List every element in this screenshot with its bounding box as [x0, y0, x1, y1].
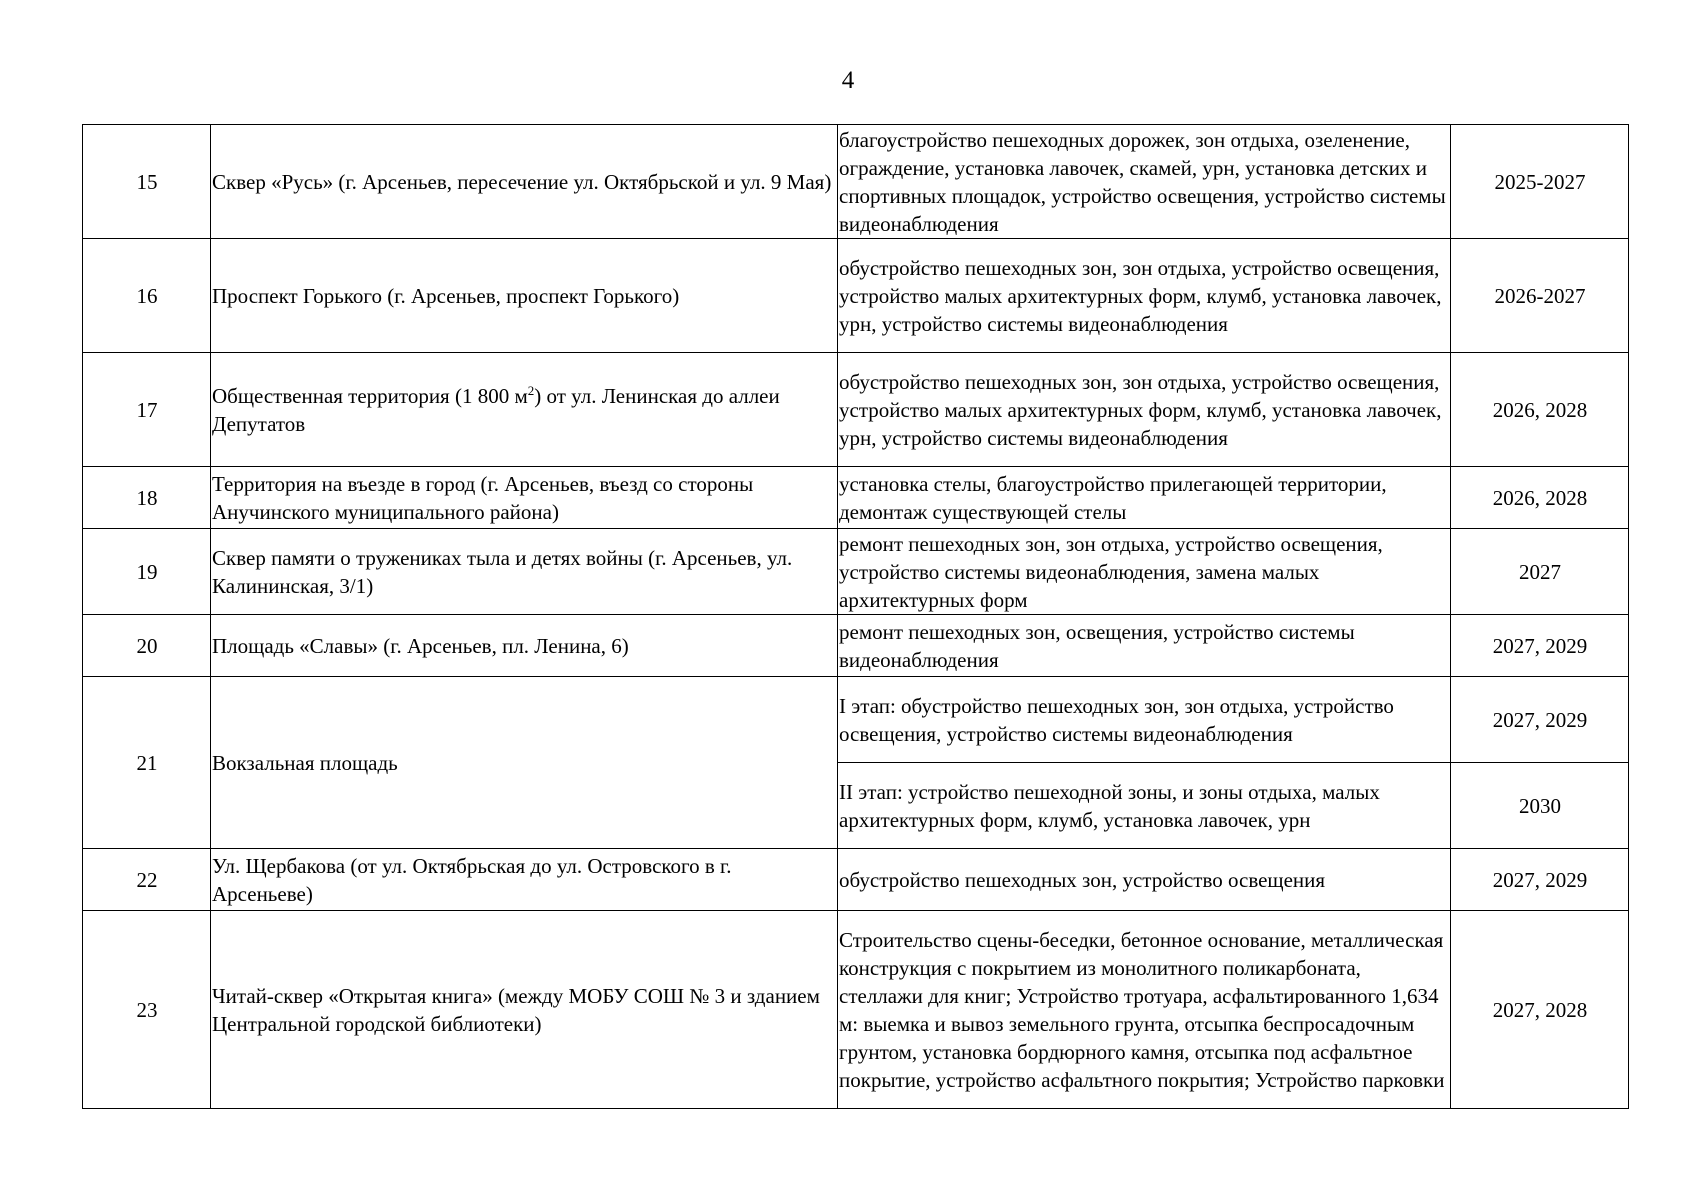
territory-name: Сквер памяти о тружениках тыла и детях войны (г. Арсеньев, ул. Калининская, 3/1): [211, 529, 838, 615]
works-description: II этап: устройство пешеходной зоны, и зоны отдыха, малых архитектурных форм, клумб, установка лавочек, урн: [838, 763, 1451, 849]
row-number: 22: [83, 849, 211, 911]
row-number: 15: [83, 125, 211, 239]
territory-name: Сквер «Русь» (г. Арсеньев, пересечение ул. Октябрьской и ул. 9 Мая): [211, 125, 838, 239]
territory-name-text: Общественная территория (1 800 м: [212, 383, 528, 408]
territory-name: Территория на въезде в город (г. Арсеньев, въезд со стороны Анучинского муниципального района): [211, 467, 838, 529]
works-description: ремонт пешеходных зон, освещения, устройство системы видеонаблюдения: [838, 615, 1451, 677]
implementation-period: 2025-2027: [1451, 125, 1629, 239]
works-description: обустройство пешеходных зон, устройство освещения: [838, 849, 1451, 911]
territory-name: Ул. Щербакова (от ул. Октябрьская до ул. Островского в г. Арсеньеве): [211, 849, 838, 911]
territory-name: [211, 353, 838, 467]
territory-name: Вокзальная площадь: [211, 677, 838, 849]
page-number: 4: [841, 67, 855, 94]
works-description: обустройство пешеходных зон, зон отдыха, устройство освещения, устройство малых архитектурных форм, клумб, установка лавочек, урн, устройство системы видеонаблюдения: [838, 239, 1451, 353]
table-row: [83, 125, 1629, 239]
works-description: установка стелы, благоустройство прилегающей территории, демонтаж существующей стелы: [838, 467, 1451, 529]
works-description: ремонт пешеходных зон, зон отдыха, устройство освещения, устройство системы видеонаблюдения, замена малых архитектурных форм: [838, 529, 1451, 615]
row-number: 17: [83, 353, 211, 467]
implementation-period: 2027, 2028: [1451, 911, 1629, 1109]
area-unit-superscript: 2: [527, 382, 535, 398]
implementation-period: 2027, 2029: [1451, 677, 1629, 763]
implementation-period: 2026-2027: [1451, 239, 1629, 353]
territory-name: Читай-сквер «Открытая книга» (между МОБУ СОШ № 3 и зданием Центральной городской библиотеки): [211, 911, 838, 1109]
row-number: 16: [83, 239, 211, 353]
works-description: Строительство сцены-беседки, бетонное основание, металлическая конструкция с покрытием из монолитного поликарбоната, стеллажи для книг; Устройство тротуара, асфальтированного 1,634 м: выемка и вывоз земельного грунта, отсыпка беспросадочным грунтом, установка бордюрного камня, отсыпка под асфальтное покрытие, устройство асфальтного покрытия; Устройство парковки: [838, 911, 1451, 1109]
works-description: I этап: обустройство пешеходных зон, зон отдыха, устройство освещения, устройство системы видеонаблюдения: [838, 677, 1451, 763]
territory-name-text: ) от ул. Ленинская до аллеи Депутатов: [212, 383, 780, 436]
table-row: [83, 849, 1629, 911]
table-row: [83, 529, 1629, 615]
row-number: 21: [83, 677, 211, 849]
table-row: [83, 677, 1629, 763]
improvement-table: [82, 124, 1629, 1109]
row-number: 23: [83, 911, 211, 1109]
works-description: благоустройство пешеходных дорожек, зон отдыха, озеленение, ограждение, установка лавочек, скамей, урн, установка детских и спортивных площадок, устройство освещения, устройство системы видеонаблюдения: [838, 125, 1451, 239]
row-number: 20: [83, 615, 211, 677]
row-number: 18: [83, 467, 211, 529]
table-row: [83, 353, 1629, 467]
territory-name: Площадь «Славы» (г. Арсеньев, пл. Ленина, 6): [211, 615, 838, 677]
table-row: [83, 239, 1629, 353]
implementation-period: 2026, 2028: [1451, 467, 1629, 529]
works-description: обустройство пешеходных зон, зон отдыха, устройство освещения, устройство малых архитектурных форм, клумб, установка лавочек, урн, устройство системы видеонаблюдения: [838, 353, 1451, 467]
implementation-period: 2027, 2029: [1451, 615, 1629, 677]
row-number: 19: [83, 529, 211, 615]
table-row: [83, 615, 1629, 677]
implementation-period: 2026, 2028: [1451, 353, 1629, 467]
implementation-period: 2027, 2029: [1451, 849, 1629, 911]
implementation-period: 2030: [1451, 763, 1629, 849]
territory-name: Проспект Горького (г. Арсеньев, проспект Горького): [211, 239, 838, 353]
table-row: [83, 911, 1629, 1109]
implementation-period: 2027: [1451, 529, 1629, 615]
table-row: [83, 467, 1629, 529]
